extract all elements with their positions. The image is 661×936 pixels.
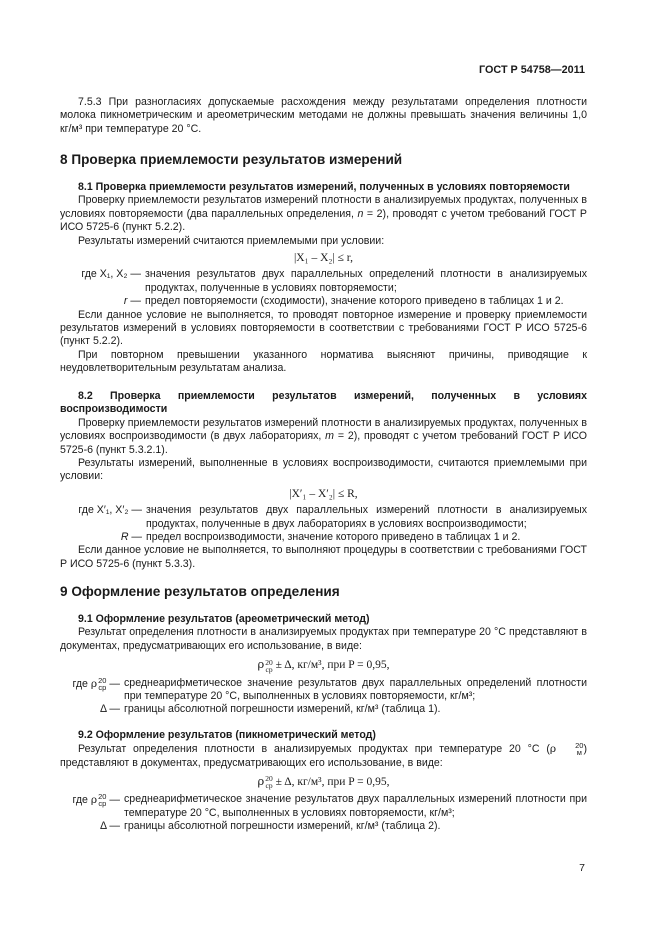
section-8-1-para-2: Результаты измерений считаются приемлемыми при условии: bbox=[78, 234, 385, 247]
pycnometric-result-formula: ρ 20 ср ± Δ, кг/м³, при P = 0,95, bbox=[257, 774, 390, 791]
section-9-title: 9 Оформление результатов определения bbox=[60, 584, 340, 599]
section-9-2-para-1: Результат определения плотности в анализируемых продуктах при температуре 20 °С (ρ 20 м ) представляют в документах, предусматривающих его использование, в виде: bbox=[60, 741, 587, 769]
section-8-2-title: 8.2 Проверка приемлемости результатов измерений, полученных в условиях воспроизводимости bbox=[60, 390, 587, 416]
section-8-2-para-1: Проверку приемлемости результатов измерений плотности в анализируемых продуктах, полученных в условиях воспроизводимости (в двух лабораториях, m = 2), проводят с учетом требований ГОСТ Р ИСО 5725-6 (пункт 5.3.2.1). bbox=[60, 416, 587, 456]
where-rho-sr-2: где ρ 20 ср — среднеарифметическое значение результатов двух параллельных измерений плотности при температуре 20 °С, выполненных в условиях повторяемости, кг/м³; bbox=[72, 792, 587, 819]
section-8-2-para-3: Если данное условие не выполняется, то выполняют процедуры в соответствии с требованиями ГОСТ Р ИСО 5725-6 (пункт 5.3.3). bbox=[60, 544, 587, 570]
section-9-1-para-1: Результат определения плотности в анализируемых продуктах при температуре 20 °С представляют в документах, предусматривающих его использование, в виде: bbox=[60, 626, 587, 652]
where-x1p-x2p: где X′₁, X′₂ — значения результатов двух параллельных измерений плотности в анализируемых продуктах, полученные в двух лабораториях в условиях воспроизводимости; bbox=[78, 504, 587, 530]
where-delta-1: Δ — границы абсолютной погрешности измерений, кг/м³ (таблица 1). bbox=[99, 703, 441, 716]
where-rho-sr-1: где ρ 20 ср — среднеарифметическое значение результатов двух параллельных определений плотности при температуре 20 °С, выполненных в условиях повторяемости, кг/м³; bbox=[72, 675, 587, 703]
clause-7-5-3-text: 7.5.3 При разногласиях допускаемые расхождения между результатами определения плотности молока пикнометрическим и ареометрическим методами не должны превышать значения величины 1,0 кг/м³ при температуре 20 °С. bbox=[60, 96, 587, 135]
section-8-title: 8 Проверка приемлемости результатов измерений bbox=[60, 152, 403, 167]
reproducibility-formula: |X′₁ – X′₂| ≤ R, bbox=[289, 487, 358, 500]
where-delta-2: Δ — границы абсолютной погрешности измерений, кг/м³ (таблица 2). bbox=[99, 820, 441, 833]
section-9-2 bbox=[60, 729, 587, 834]
section-9-1-title: 9.1 Оформление результатов (ареометрический метод) bbox=[78, 613, 370, 625]
section-8-2 bbox=[60, 390, 587, 571]
section-9-2-title: 9.2 Оформление результатов (пикнометрический метод) bbox=[78, 729, 376, 741]
areometric-result-formula: ρ 20 ср ± Δ, кг/м³, при P = 0,95, bbox=[257, 657, 390, 674]
where-x1-x2: где X₁, X₂ — значения результатов двух параллельных определений плотности в анализируемых продуктах, полученные в условиях повторяемости; bbox=[81, 268, 587, 294]
section-8-1-para-1: Проверку приемлемости результатов измерений плотности в анализируемых продуктах, полученных в условиях повторяемости (два параллельных определения, n = 2), проводят с учетом требований ГОСТ Р ИСО 5725-6 (пункт 5.2.2). bbox=[60, 194, 587, 234]
where-R: R — предел воспроизводимости, значение которого приведено в таблицах 1 и 2. bbox=[120, 531, 521, 544]
repeatability-formula: |X₁ – X₂| ≤ r, bbox=[293, 252, 354, 265]
section-9-1 bbox=[60, 613, 587, 717]
where-r: r — предел повторяемости (сходимости), значение которого приведено в таблицах 1 и 2. bbox=[123, 295, 564, 308]
section-8-1-title: 8.1 Проверка приемлемости результатов измерений, полученных в условиях повторяемости bbox=[78, 181, 570, 193]
standard-header: ГОСТ Р 54758—2011 bbox=[479, 64, 585, 76]
section-8-2-para-2: Результаты измерений, выполненные в условиях воспроизводимости, считаются приемлемыми при условии: bbox=[60, 457, 587, 483]
section-8-1-para-3: Если данное условие не выполняется, то проводят повторное измерение и проверку приемлемости результатов измерений в условиях повторяемости в соответствии с требованиями ГОСТ Р ИСО 5725-6 (пункт 5.2.2). bbox=[60, 308, 587, 348]
page-number: 7 bbox=[579, 862, 585, 874]
section-8-1-para-4: При повторном превышении указанного норматива выясняют причины, приводящие к неудовлетворительным результатам анализа. bbox=[60, 348, 587, 375]
clause-7-5-3 bbox=[60, 96, 587, 136]
section-8-1 bbox=[60, 181, 587, 376]
